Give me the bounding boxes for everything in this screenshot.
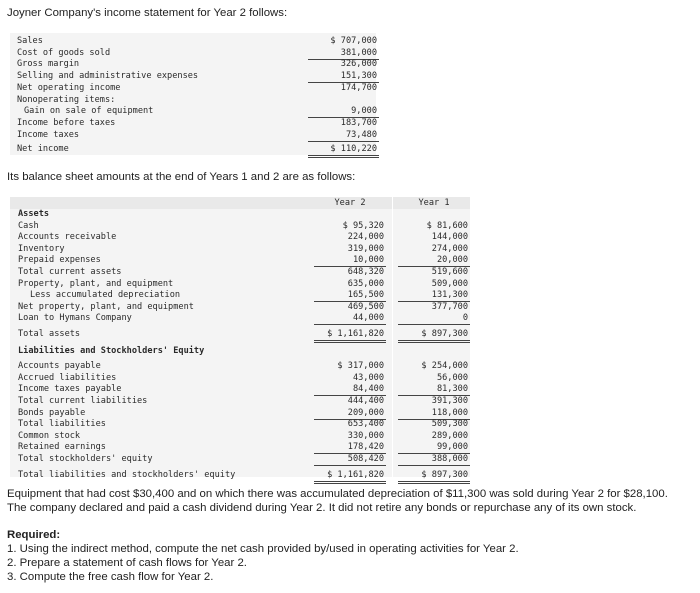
required-item: 1. Using the indirect method, compute the net cash provided by/used in operating activities for Year 2. — [7, 543, 519, 555]
income-row — [10, 118, 376, 129]
balance-row-label: Cash — [18, 220, 39, 231]
balance-row-year2: 224,000 — [347, 232, 384, 243]
income-row-amount: 9,000 — [308, 106, 379, 118]
income-row-amount: 381,000 — [308, 48, 379, 60]
balance-row — [10, 396, 470, 407]
income-row-label: Gain on sale of equipment — [24, 106, 154, 117]
year1-header: Year 1 — [418, 198, 450, 208]
balance-intro-text: Its balance sheet amounts at the end of Years 1 and 2 are as follows: — [7, 171, 356, 183]
balance-sheet-body — [10, 209, 470, 480]
balance-row-year2: 653,400 — [347, 419, 384, 430]
balance-row-label: Assets — [18, 209, 50, 219]
income-row — [10, 59, 376, 70]
balance-row-label: Total current assets — [18, 267, 122, 277]
balance-row-year2: $ 95,320 — [342, 220, 384, 231]
income-row-label: Net income — [17, 144, 69, 155]
balance-row-year2: 10,000 — [314, 255, 386, 267]
balance-row — [10, 279, 470, 290]
balance-row-year2: 444,400 — [347, 396, 384, 406]
balance-row — [10, 361, 470, 372]
balance-row-label: Loan to Hymans Company — [18, 313, 132, 324]
balance-row-label: Accounts payable — [18, 361, 101, 372]
balance-row-year1: 81,300 — [398, 384, 470, 396]
income-row-label: Cost of goods sold — [17, 47, 111, 58]
balance-row-label: Less accumulated depreciation — [30, 290, 181, 301]
balance-row-label: Accounts receivable — [18, 232, 117, 243]
income-row-amount: 73,480 — [308, 130, 379, 142]
balance-row-year1: 20,000 — [398, 255, 470, 267]
balance-row-year2: $ 1,161,820 — [314, 470, 386, 484]
balance-row-year2: 84,400 — [314, 384, 386, 396]
income-row-amount: 183,700 — [340, 117, 377, 128]
balance-row-year1: 144,000 — [431, 232, 468, 243]
income-row — [10, 95, 376, 106]
income-row — [10, 130, 376, 141]
balance-row-year2: 43,000 — [352, 372, 384, 383]
balance-row-year1: 118,000 — [398, 408, 470, 420]
income-row-label: Net operating income — [17, 82, 121, 93]
income-row-label: Sales — [17, 36, 43, 46]
balance-row-label: Total current liabilities — [18, 396, 148, 406]
balance-row — [10, 244, 470, 255]
income-row — [10, 71, 376, 82]
balance-row-year1: 99,000 — [398, 442, 470, 454]
income-row — [10, 36, 376, 47]
balance-row — [10, 442, 470, 453]
year2-header: Year 2 — [334, 198, 366, 208]
balance-row-year2: 635,000 — [347, 278, 384, 289]
balance-row-year1: 131,300 — [398, 290, 470, 302]
balance-row — [10, 209, 470, 220]
balance-row-label: Income taxes payable — [18, 384, 122, 395]
required-item: 2. Prepare a statement of cash flows for Year 2. — [7, 557, 247, 569]
balance-row — [10, 431, 470, 442]
balance-row-year1: 509,300 — [431, 419, 468, 430]
balance-row-year2: 178,420 — [314, 442, 386, 454]
balance-row-label: Total assets — [18, 329, 81, 339]
balance-row — [10, 384, 470, 395]
balance-row-year1: $ 897,300 — [398, 329, 470, 343]
balance-row-year1: 388,000 — [398, 454, 470, 466]
balance-row — [10, 419, 470, 430]
balance-row-year1: 519,600 — [431, 267, 468, 277]
balance-row-year1: 56,000 — [436, 372, 468, 383]
income-row — [10, 48, 376, 59]
balance-row-year2: $ 1,161,820 — [314, 329, 386, 343]
income-row-amount: $ 110,220 — [308, 144, 379, 158]
income-row-label: Income before taxes — [17, 117, 116, 128]
income-row-amount: 151,300 — [308, 71, 379, 83]
balance-row — [10, 454, 470, 465]
balance-row — [10, 373, 470, 384]
balance-row-year2: 508,420 — [314, 454, 386, 466]
balance-row-label: Accrued liabilities — [18, 372, 117, 383]
balance-row-label: Retained earnings — [18, 442, 106, 453]
balance-sheet-table — [10, 197, 470, 480]
balance-row-year1: 377,700 — [431, 301, 468, 312]
note-line-1: Equipment that had cost $30,400 and on which there was accumulated depreciation of $11,300 was sold during Year 2 for $28,100. — [7, 488, 668, 500]
balance-row — [10, 255, 470, 266]
balance-row-year2: 469,500 — [347, 301, 384, 312]
balance-row-year1: 0 — [398, 313, 470, 325]
income-row-label: Gross margin — [17, 59, 80, 70]
required-item: 3. Compute the free cash flow for Year 2. — [7, 571, 214, 583]
balance-row-label: Property, plant, and equipment — [18, 278, 174, 289]
balance-row-label: Total liabilities and stockholders' equity — [18, 469, 236, 480]
income-row-amount: 174,700 — [340, 82, 377, 93]
balance-row — [10, 232, 470, 243]
balance-row — [10, 329, 470, 340]
income-row-label: Income taxes — [17, 129, 80, 140]
balance-row-year1: $ 81,600 — [426, 220, 468, 231]
balance-row-year2: $ 317,000 — [337, 361, 384, 372]
balance-row-label: Net property, plant, and equipment — [18, 301, 194, 312]
income-row — [10, 106, 376, 117]
balance-row-label: Liabilities and Stockholders' Equity — [18, 345, 205, 356]
balance-row-label: Total liabilities — [18, 419, 106, 430]
balance-row — [10, 313, 470, 324]
balance-row — [10, 346, 470, 357]
balance-row-label: Common stock — [18, 430, 81, 441]
income-row-label: Nonoperating items: — [17, 94, 116, 105]
balance-row — [10, 221, 470, 232]
note-line-2: The company declared and paid a cash dividend during Year 2. It did not retire any bonds or repurchase any of its own stock. — [7, 502, 637, 514]
balance-row-label: Inventory — [18, 243, 65, 254]
income-row-amount: 326,000 — [340, 59, 377, 70]
balance-row — [10, 290, 470, 301]
balance-row-year2: 319,000 — [347, 243, 384, 254]
balance-row-year1: 509,000 — [431, 278, 468, 289]
balance-row-label: Total stockholders' equity — [18, 454, 153, 464]
balance-row-year2: 209,000 — [314, 408, 386, 420]
balance-row-year1: 289,000 — [431, 430, 468, 441]
balance-row-year2: 648,320 — [347, 267, 384, 277]
balance-row-year1: $ 897,300 — [398, 470, 470, 484]
balance-row-year2: 165,500 — [314, 290, 386, 302]
balance-row-year1: $ 254,000 — [421, 361, 468, 372]
income-row — [10, 83, 376, 94]
balance-row — [10, 470, 470, 481]
balance-row-label: Prepaid expenses — [18, 255, 101, 266]
balance-row-label: Bonds payable — [18, 407, 86, 418]
balance-sheet-header — [10, 197, 470, 209]
balance-row-year2: 330,000 — [347, 430, 384, 441]
column-divider — [392, 197, 393, 477]
income-row — [10, 144, 376, 155]
required-title: Required: — [7, 529, 61, 541]
intro-text: Joyner Company's income statement for Year 2 follows: — [7, 7, 288, 19]
balance-row — [10, 302, 470, 313]
income-row-label: Selling and administrative expenses — [17, 71, 199, 82]
balance-row-year2: 44,000 — [314, 313, 386, 325]
balance-row-year1: 274,000 — [431, 243, 468, 254]
income-row-amount: $ 707,000 — [330, 36, 377, 46]
balance-row — [10, 267, 470, 278]
balance-row — [10, 408, 470, 419]
balance-row-year1: 391,300 — [431, 396, 468, 406]
